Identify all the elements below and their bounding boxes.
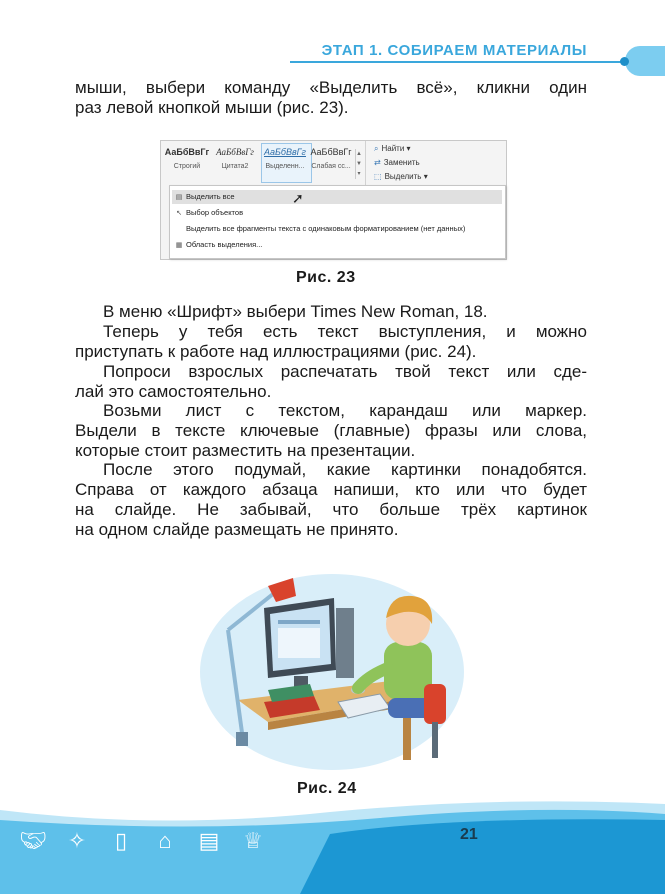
header-tab <box>625 46 665 76</box>
figure-23-caption: Рис. 23 <box>296 269 356 286</box>
menu-label: Выделить все фрагменты текста с одинаковым форматированием (нет данных) <box>186 224 466 233</box>
child-at-computer-illustration <box>198 572 466 772</box>
lamp-clamp <box>236 732 248 746</box>
find-label: Найти <box>381 144 405 153</box>
notebook-pen-icon: ▤ <box>198 828 220 853</box>
paragraph-2 <box>75 302 587 322</box>
select-dropdown-menu <box>169 185 506 259</box>
cheers-icon: ✧ <box>67 828 87 853</box>
book-icon: ▯ <box>114 828 128 853</box>
paragraph-4 <box>75 362 587 402</box>
replace-command <box>374 158 420 167</box>
menu-label: Выделить все <box>186 192 235 201</box>
footer-icon-row <box>18 826 268 858</box>
paragraph-3 <box>75 322 587 362</box>
selection-pane-icon: ▦ <box>175 242 183 249</box>
find-command: ⌕ Найти ▾ <box>374 144 411 153</box>
handshake-icon: 🤝︎ <box>19 828 47 853</box>
text-line: После этого подумай, какие картинки понадобятся. <box>103 460 587 479</box>
gallery-scroll-icon: ▲ ▼ ▾ <box>356 151 362 177</box>
menu-label: Область выделения... <box>186 240 263 249</box>
menu-label: Выбор объектов <box>186 208 244 217</box>
header-rule <box>290 61 635 63</box>
text-line: на слайде. Не забывай, что больше трёх картинок <box>75 500 587 519</box>
select-command: ⬚ Выделить ▾ <box>374 172 428 181</box>
text-line: которые стоит разместить на презентации. <box>75 441 416 460</box>
replace-icon: ⇄ <box>374 158 381 167</box>
menu-select-objects <box>172 206 502 220</box>
text-line: лай это самостоятельно. <box>75 382 272 401</box>
award-icon: ♕ <box>243 828 263 853</box>
text-line: приступать к работе над иллюстрациями (рис. 24). <box>75 342 477 361</box>
text-line: Теперь у тебя есть текст выступления, и можно <box>103 322 587 341</box>
chair-stem <box>432 722 438 758</box>
graduation-cap-icon: ⌂ <box>158 828 172 853</box>
text-line: Выдели в тексте ключевые (главные) фразы или слова, <box>75 421 587 440</box>
text-line: В меню «Шрифт» выбери Times New Roman, 18. <box>103 302 488 321</box>
style-sample: АаБбВвГг <box>216 147 254 157</box>
replace-label: Заменить <box>383 158 420 167</box>
screen-window <box>278 628 320 658</box>
text-line: Справа от каждого абзаца напиши, кто или что будет <box>75 480 587 499</box>
header-dot <box>620 57 629 66</box>
figure-24-caption: Рис. 24 <box>297 780 357 797</box>
select-all-icon: ▤ <box>175 194 183 201</box>
find-icon: ⌕ <box>374 144 379 153</box>
select-icon: ⬚ <box>374 172 382 181</box>
style-name: Выделенн... <box>265 163 305 170</box>
arrow-pointer-icon: ↖ <box>176 210 182 217</box>
style-item <box>307 147 355 170</box>
style-sample: АаБбВвГг <box>164 147 210 157</box>
paragraph-6 <box>75 460 587 540</box>
word-ribbon-screenshot <box>160 140 507 260</box>
text-line: Возьми лист с текстом, карандаш или маркер. <box>103 401 587 420</box>
style-item <box>261 147 309 170</box>
style-name: Цитата2 <box>221 163 249 170</box>
style-sample: АаБбВвГг <box>264 147 306 157</box>
style-name: Строгий <box>173 163 201 170</box>
text-line: раз левой кнопкой мыши (рис. 23). <box>75 98 349 117</box>
menu-selection-pane <box>172 238 502 252</box>
text-line: мыши, выбери команду «Выделить всё», кликни один <box>75 78 587 97</box>
paragraph-5 <box>75 401 587 461</box>
screen-window-bar <box>278 620 320 624</box>
mouse-cursor-icon: ➚ <box>292 190 304 206</box>
page-number: 21 <box>460 826 478 843</box>
style-item <box>163 147 211 170</box>
chair-back <box>424 684 446 724</box>
editing-group <box>365 141 506 185</box>
text-line: Попроси взрослых распечатать твой текст или сде- <box>103 362 587 381</box>
paragraph-1 <box>75 78 587 118</box>
style-name: Слабая сс... <box>311 163 351 170</box>
select-label: Выделить <box>384 172 422 181</box>
text-line: на одном слайде размещать не принято. <box>75 520 399 539</box>
style-item <box>211 147 259 170</box>
styles-gallery <box>161 141 361 185</box>
chapter-title: ЭТАП 1. СОБИРАЕМ МАТЕРИАЛЫ <box>321 42 587 59</box>
menu-select-similar <box>172 222 502 236</box>
pc-tower <box>336 608 354 678</box>
menu-select-all <box>172 190 502 204</box>
style-sample: АаБбВвГг <box>310 147 352 157</box>
